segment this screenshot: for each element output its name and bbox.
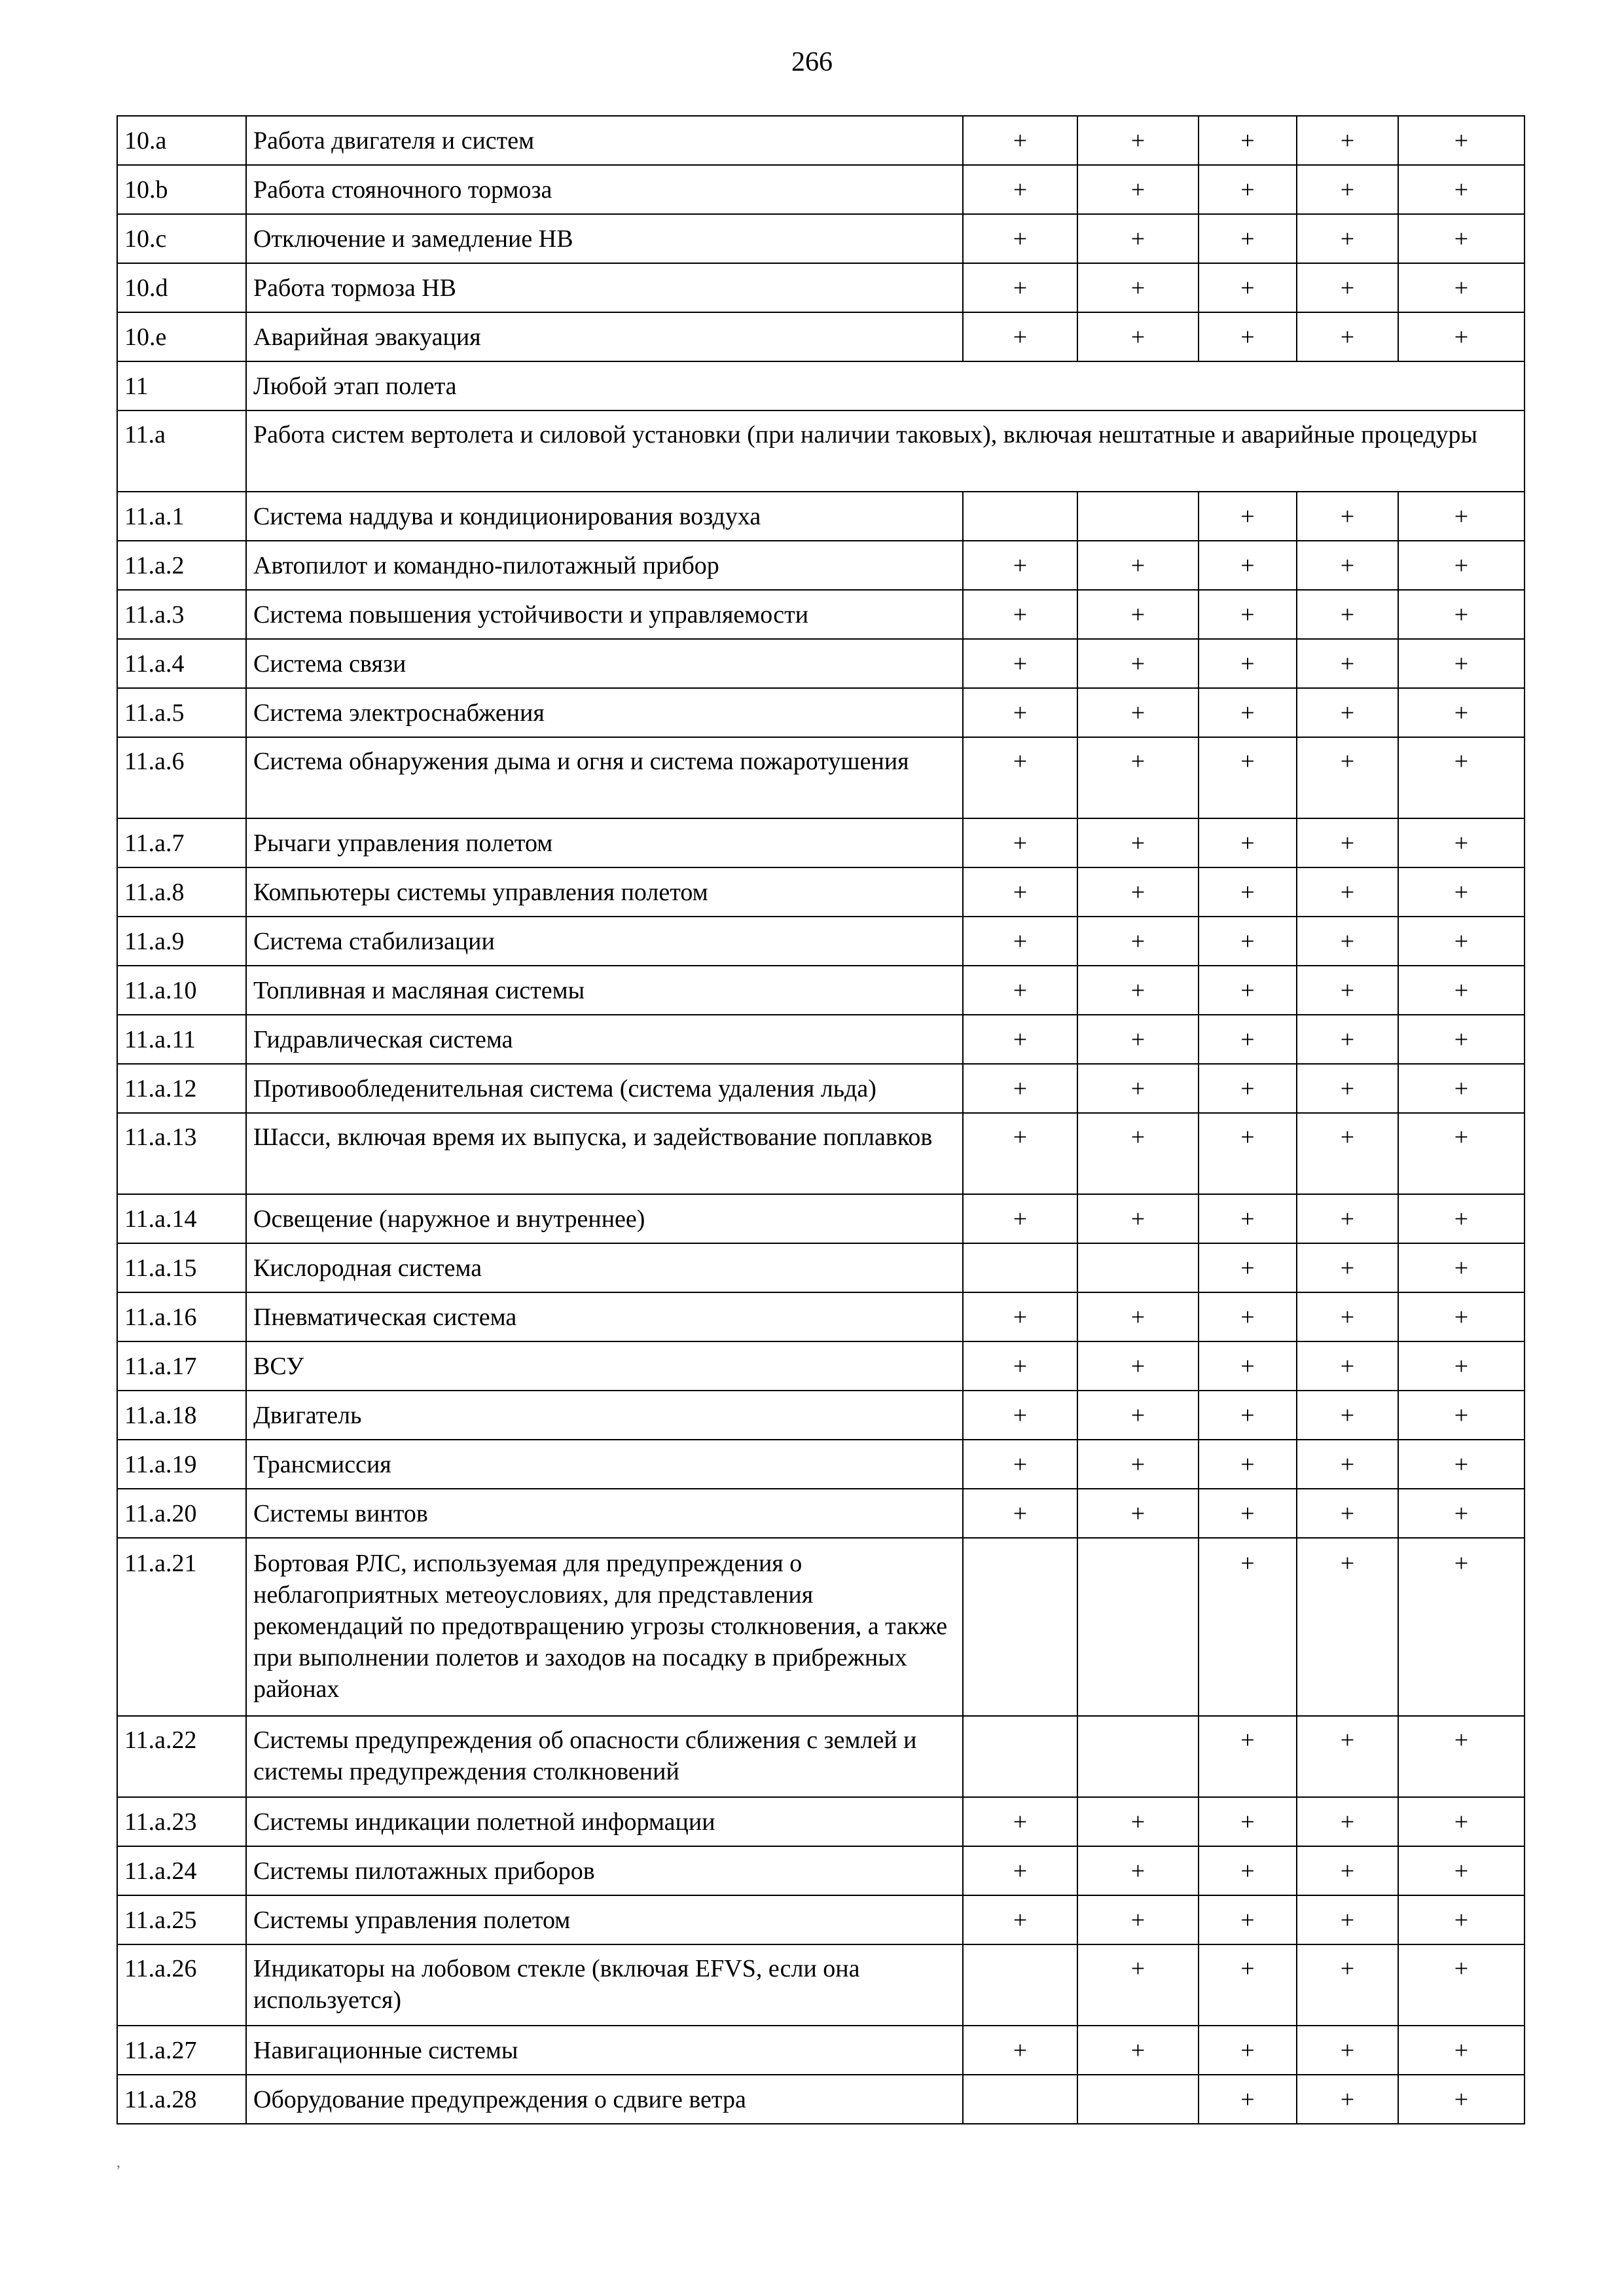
applicability-mark: + xyxy=(1398,1489,1525,1538)
applicability-mark: + xyxy=(1297,1341,1398,1391)
row-description: Гидравлическая система xyxy=(246,1015,963,1064)
table-row xyxy=(117,2026,1525,2075)
applicability-mark: + xyxy=(1297,818,1398,867)
applicability-mark: + xyxy=(1077,1113,1199,1194)
row-number: 11.a.21 xyxy=(117,1538,246,1716)
applicability-mark: + xyxy=(1398,639,1525,688)
applicability-mark: + xyxy=(1398,214,1525,263)
table-row xyxy=(117,1489,1525,1538)
table-row xyxy=(117,818,1525,867)
applicability-mark: + xyxy=(963,1489,1077,1538)
row-number: 11.a.8 xyxy=(117,867,246,917)
applicability-mark: + xyxy=(1297,1064,1398,1113)
row-number: 11.a.24 xyxy=(117,1846,246,1895)
applicability-mark: + xyxy=(1199,917,1297,966)
applicability-mark: + xyxy=(963,1846,1077,1895)
applicability-mark: + xyxy=(963,867,1077,917)
checklist-table xyxy=(117,115,1525,2124)
row-number: 11.a.11 xyxy=(117,1015,246,1064)
table-row xyxy=(117,1944,1525,2026)
applicability-mark: + xyxy=(1199,1797,1297,1846)
applicability-mark: + xyxy=(1398,541,1525,590)
row-description: Системы управления полетом xyxy=(246,1895,963,1944)
applicability-mark: + xyxy=(1199,639,1297,688)
applicability-mark: + xyxy=(1199,214,1297,263)
row-description: Работа двигателя и систем xyxy=(246,116,963,165)
row-description: Система наддува и кондиционирования воздуха xyxy=(246,492,963,541)
applicability-mark: + xyxy=(1199,966,1297,1015)
applicability-mark: + xyxy=(1077,541,1199,590)
row-description: Навигационные системы xyxy=(246,2026,963,2075)
applicability-mark: + xyxy=(1077,2026,1199,2075)
row-description: Индикаторы на лобовом стекле (включая EFVS, если она используется) xyxy=(246,1944,963,2026)
applicability-mark: + xyxy=(963,165,1077,214)
applicability-mark: + xyxy=(1199,1243,1297,1292)
applicability-mark: + xyxy=(1297,737,1398,818)
row-number: 11.a.13 xyxy=(117,1113,246,1194)
applicability-mark: + xyxy=(963,312,1077,361)
applicability-mark: + xyxy=(1199,688,1297,737)
applicability-mark: + xyxy=(1297,1944,1398,2026)
row-number: 11.a.23 xyxy=(117,1797,246,1846)
applicability-mark: + xyxy=(1398,1243,1525,1292)
row-description: Система связи xyxy=(246,639,963,688)
applicability-mark: + xyxy=(963,818,1077,867)
applicability-mark: + xyxy=(1297,1292,1398,1341)
applicability-mark: + xyxy=(1077,867,1199,917)
row-number: 10.c xyxy=(117,214,246,263)
applicability-mark: + xyxy=(1199,1113,1297,1194)
table-row xyxy=(117,312,1525,361)
applicability-mark xyxy=(963,492,1077,541)
applicability-mark xyxy=(1077,1538,1199,1716)
applicability-mark xyxy=(1077,492,1199,541)
applicability-mark: + xyxy=(1297,541,1398,590)
applicability-mark xyxy=(963,1538,1077,1716)
applicability-mark: + xyxy=(1297,312,1398,361)
applicability-mark: + xyxy=(1398,1797,1525,1846)
applicability-mark: + xyxy=(1297,639,1398,688)
row-number: 11.a.19 xyxy=(117,1440,246,1489)
applicability-mark: + xyxy=(1297,590,1398,639)
applicability-mark: + xyxy=(1199,1391,1297,1440)
row-description: ВСУ xyxy=(246,1341,963,1391)
applicability-mark: + xyxy=(1398,1944,1525,2026)
row-number: 11.a.15 xyxy=(117,1243,246,1292)
applicability-mark: + xyxy=(1398,966,1525,1015)
applicability-mark: + xyxy=(963,1194,1077,1243)
row-description: Работа стояночного тормоза xyxy=(246,165,963,214)
applicability-mark: + xyxy=(1297,214,1398,263)
applicability-mark: + xyxy=(963,1895,1077,1944)
applicability-mark: + xyxy=(1199,737,1297,818)
row-number: 11.a.6 xyxy=(117,737,246,818)
applicability-mark: + xyxy=(1398,2026,1525,2075)
applicability-mark: + xyxy=(1297,116,1398,165)
applicability-mark: + xyxy=(963,1440,1077,1489)
applicability-mark: + xyxy=(1297,1489,1398,1538)
applicability-mark: + xyxy=(1077,312,1199,361)
applicability-mark: + xyxy=(1077,1064,1199,1113)
applicability-mark: + xyxy=(963,214,1077,263)
row-description: Система электроснабжения xyxy=(246,688,963,737)
row-number: 11.a.2 xyxy=(117,541,246,590)
applicability-mark: + xyxy=(1199,818,1297,867)
row-number: 11.a.25 xyxy=(117,1895,246,1944)
table-row xyxy=(117,2075,1525,2124)
applicability-mark: + xyxy=(1297,966,1398,1015)
applicability-mark: + xyxy=(1077,165,1199,214)
applicability-mark: + xyxy=(1199,1489,1297,1538)
applicability-mark: + xyxy=(1398,1440,1525,1489)
table-row xyxy=(117,867,1525,917)
table-row xyxy=(117,263,1525,312)
applicability-mark: + xyxy=(1077,1846,1199,1895)
applicability-mark: + xyxy=(1297,165,1398,214)
row-description: Системы пилотажных приборов xyxy=(246,1846,963,1895)
applicability-mark: + xyxy=(1398,1391,1525,1440)
applicability-mark: + xyxy=(1077,1797,1199,1846)
applicability-mark: + xyxy=(1398,263,1525,312)
applicability-mark: + xyxy=(1077,917,1199,966)
row-description: Кислородная система xyxy=(246,1243,963,1292)
applicability-mark: + xyxy=(1398,818,1525,867)
row-description: Оборудование предупреждения о сдвиге ветра xyxy=(246,2075,963,2124)
table-row xyxy=(117,737,1525,818)
table-row xyxy=(117,1243,1525,1292)
applicability-mark: + xyxy=(1077,966,1199,1015)
applicability-mark: + xyxy=(1077,1391,1199,1440)
row-description: Любой этап полета xyxy=(246,361,1525,410)
applicability-mark: + xyxy=(963,2026,1077,2075)
row-number: 11.a.7 xyxy=(117,818,246,867)
row-description: Системы индикации полетной информации xyxy=(246,1797,963,1846)
table-row xyxy=(117,1113,1525,1194)
applicability-mark: + xyxy=(1297,263,1398,312)
row-description: Освещение (наружное и внутреннее) xyxy=(246,1194,963,1243)
table-row xyxy=(117,1797,1525,1846)
applicability-mark: + xyxy=(1297,1194,1398,1243)
applicability-mark: + xyxy=(1297,1440,1398,1489)
applicability-mark: + xyxy=(1077,1944,1199,2026)
applicability-mark: + xyxy=(1398,1064,1525,1113)
table-row xyxy=(117,1538,1525,1716)
row-number: 10.a xyxy=(117,116,246,165)
applicability-mark: + xyxy=(963,639,1077,688)
table-row xyxy=(117,361,1525,410)
table-row xyxy=(117,1391,1525,1440)
table-row xyxy=(117,165,1525,214)
applicability-mark: + xyxy=(1297,492,1398,541)
table-row xyxy=(117,492,1525,541)
applicability-mark: + xyxy=(1077,1440,1199,1489)
applicability-mark: + xyxy=(1199,1015,1297,1064)
applicability-mark: + xyxy=(963,1292,1077,1341)
row-description: Топливная и масляная системы xyxy=(246,966,963,1015)
applicability-mark: + xyxy=(1199,116,1297,165)
row-description: Системы предупреждения об опасности сближения с землей и системы предупреждения столкновений xyxy=(246,1716,963,1797)
applicability-mark: + xyxy=(1199,1846,1297,1895)
table-row xyxy=(117,1716,1525,1797)
table-row xyxy=(117,639,1525,688)
applicability-mark: + xyxy=(963,541,1077,590)
applicability-mark xyxy=(963,1716,1077,1797)
applicability-mark: + xyxy=(963,1341,1077,1391)
row-number: 11.a xyxy=(117,410,246,492)
applicability-mark: + xyxy=(963,1113,1077,1194)
table-row xyxy=(117,1440,1525,1489)
row-description: Системы винтов xyxy=(246,1489,963,1538)
table-row xyxy=(117,1194,1525,1243)
applicability-mark: + xyxy=(1398,1015,1525,1064)
row-number: 11 xyxy=(117,361,246,410)
applicability-mark: + xyxy=(1297,1797,1398,1846)
applicability-mark: + xyxy=(1077,639,1199,688)
applicability-mark: + xyxy=(1398,492,1525,541)
applicability-mark xyxy=(1077,2075,1199,2124)
row-number: 11.a.22 xyxy=(117,1716,246,1797)
page-number: 266 xyxy=(791,47,833,77)
applicability-mark: + xyxy=(1398,1292,1525,1341)
applicability-mark: + xyxy=(1199,1341,1297,1391)
row-description: Бортовая РЛС, используемая для предупреждения о неблагоприятных метеоусловиях, для представления рекомендаций по предотвращению угрозы столкновения, а также при выполнении полетов и заходов на посадку в прибрежных районах xyxy=(246,1538,963,1716)
applicability-mark: + xyxy=(1199,1194,1297,1243)
applicability-mark: + xyxy=(963,1015,1077,1064)
row-number: 10.d xyxy=(117,263,246,312)
row-description: Работа тормоза НВ xyxy=(246,263,963,312)
applicability-mark: + xyxy=(1297,917,1398,966)
row-number: 11.a.16 xyxy=(117,1292,246,1341)
row-description: Система стабилизации xyxy=(246,917,963,966)
applicability-mark: + xyxy=(1297,1015,1398,1064)
row-number: 11.a.12 xyxy=(117,1064,246,1113)
applicability-mark: + xyxy=(1199,263,1297,312)
row-number: 11.a.10 xyxy=(117,966,246,1015)
applicability-mark: + xyxy=(1199,492,1297,541)
applicability-mark: + xyxy=(1077,1895,1199,1944)
row-number: 10.b xyxy=(117,165,246,214)
row-description: Автопилот и командно-пилотажный прибор xyxy=(246,541,963,590)
row-description: Рычаги управления полетом xyxy=(246,818,963,867)
applicability-mark xyxy=(963,1944,1077,2026)
applicability-mark: + xyxy=(1199,312,1297,361)
applicability-mark: + xyxy=(1077,116,1199,165)
table-row xyxy=(117,1064,1525,1113)
table-row xyxy=(117,688,1525,737)
applicability-mark: + xyxy=(1199,2026,1297,2075)
row-description: Противообледенительная система (система удаления льда) xyxy=(246,1064,963,1113)
applicability-mark: + xyxy=(1297,1113,1398,1194)
applicability-mark: + xyxy=(1398,1113,1525,1194)
applicability-mark: + xyxy=(1398,688,1525,737)
applicability-mark: + xyxy=(1398,1341,1525,1391)
applicability-mark: + xyxy=(963,1064,1077,1113)
row-description: Двигатель xyxy=(246,1391,963,1440)
applicability-mark: + xyxy=(1297,867,1398,917)
applicability-mark: + xyxy=(1398,1538,1525,1716)
applicability-mark: + xyxy=(1199,867,1297,917)
row-description: Работа систем вертолета и силовой установки (при наличии таковых), включая нештатные и аварийные процедуры xyxy=(246,410,1525,492)
table-row xyxy=(117,1341,1525,1391)
scan-mark: , xyxy=(117,2154,120,2171)
applicability-mark: + xyxy=(1199,1944,1297,2026)
row-number: 11.a.4 xyxy=(117,639,246,688)
applicability-mark: + xyxy=(1297,2075,1398,2124)
row-description: Пневматическая система xyxy=(246,1292,963,1341)
row-number: 11.a.18 xyxy=(117,1391,246,1440)
applicability-mark: + xyxy=(1199,1292,1297,1341)
row-description: Система повышения устойчивости и управляемости xyxy=(246,590,963,639)
applicability-mark: + xyxy=(1398,1716,1525,1797)
applicability-mark: + xyxy=(1297,1243,1398,1292)
applicability-mark: + xyxy=(963,737,1077,818)
row-number: 11.a.20 xyxy=(117,1489,246,1538)
table-row xyxy=(117,1895,1525,1944)
applicability-mark xyxy=(1077,1243,1199,1292)
table-row xyxy=(117,116,1525,165)
row-number: 11.a.3 xyxy=(117,590,246,639)
table-row xyxy=(117,1846,1525,1895)
applicability-mark: + xyxy=(1077,1341,1199,1391)
applicability-mark: + xyxy=(963,966,1077,1015)
applicability-mark: + xyxy=(1398,590,1525,639)
row-description: Аварийная эвакуация xyxy=(246,312,963,361)
table-row xyxy=(117,1292,1525,1341)
applicability-mark: + xyxy=(1077,1489,1199,1538)
row-number: 11.a.14 xyxy=(117,1194,246,1243)
applicability-mark: + xyxy=(1398,917,1525,966)
table-row xyxy=(117,917,1525,966)
applicability-mark: + xyxy=(1199,2075,1297,2124)
row-number: 11.a.17 xyxy=(117,1341,246,1391)
applicability-mark: + xyxy=(1297,688,1398,737)
applicability-mark: + xyxy=(1297,1716,1398,1797)
row-number: 11.a.5 xyxy=(117,688,246,737)
applicability-mark: + xyxy=(1199,1895,1297,1944)
table-row xyxy=(117,966,1525,1015)
applicability-mark: + xyxy=(963,1391,1077,1440)
table-row xyxy=(117,1015,1525,1064)
table-row xyxy=(117,590,1525,639)
row-description: Компьютеры системы управления полетом xyxy=(246,867,963,917)
applicability-mark: + xyxy=(1398,737,1525,818)
applicability-mark: + xyxy=(963,688,1077,737)
row-number: 10.e xyxy=(117,312,246,361)
row-description: Система обнаружения дыма и огня и система пожаротушения xyxy=(246,737,963,818)
row-number: 11.a.1 xyxy=(117,492,246,541)
applicability-mark: + xyxy=(1077,590,1199,639)
row-number: 11.a.27 xyxy=(117,2026,246,2075)
applicability-mark: + xyxy=(1077,818,1199,867)
applicability-mark: + xyxy=(1398,867,1525,917)
applicability-mark: + xyxy=(1199,165,1297,214)
applicability-mark: + xyxy=(963,263,1077,312)
applicability-mark: + xyxy=(1077,214,1199,263)
row-description: Трансмиссия xyxy=(246,1440,963,1489)
table-row xyxy=(117,214,1525,263)
applicability-mark: + xyxy=(1297,1391,1398,1440)
applicability-mark: + xyxy=(1398,1846,1525,1895)
row-number: 11.a.9 xyxy=(117,917,246,966)
applicability-mark: + xyxy=(1297,2026,1398,2075)
applicability-mark: + xyxy=(963,917,1077,966)
table-row xyxy=(117,541,1525,590)
applicability-mark: + xyxy=(963,590,1077,639)
applicability-mark xyxy=(963,2075,1077,2124)
applicability-mark: + xyxy=(1398,312,1525,361)
applicability-mark: + xyxy=(963,116,1077,165)
row-number: 11.a.28 xyxy=(117,2075,246,2124)
applicability-mark: + xyxy=(1199,541,1297,590)
applicability-mark: + xyxy=(1199,1440,1297,1489)
row-number: 11.a.26 xyxy=(117,1944,246,2026)
applicability-mark: + xyxy=(1199,1064,1297,1113)
applicability-mark xyxy=(1077,1716,1199,1797)
applicability-mark: + xyxy=(1077,1194,1199,1243)
applicability-mark: + xyxy=(1297,1846,1398,1895)
applicability-mark: + xyxy=(1077,737,1199,818)
applicability-mark: + xyxy=(1199,590,1297,639)
applicability-mark: + xyxy=(1398,116,1525,165)
applicability-mark: + xyxy=(1077,1015,1199,1064)
row-description: Шасси, включая время их выпуска, и задействование поплавков xyxy=(246,1113,963,1194)
applicability-mark: + xyxy=(1398,1194,1525,1243)
applicability-mark: + xyxy=(1199,1538,1297,1716)
table-row xyxy=(117,410,1525,492)
applicability-mark: + xyxy=(1297,1895,1398,1944)
applicability-mark: + xyxy=(1398,1895,1525,1944)
applicability-mark xyxy=(963,1243,1077,1292)
applicability-mark: + xyxy=(1398,165,1525,214)
applicability-mark: + xyxy=(1398,2075,1525,2124)
applicability-mark: + xyxy=(1077,1292,1199,1341)
applicability-mark: + xyxy=(1077,688,1199,737)
applicability-mark: + xyxy=(1297,1538,1398,1716)
applicability-mark: + xyxy=(1077,263,1199,312)
applicability-mark: + xyxy=(1199,1716,1297,1797)
row-description: Отключение и замедление НВ xyxy=(246,214,963,263)
applicability-mark: + xyxy=(963,1797,1077,1846)
